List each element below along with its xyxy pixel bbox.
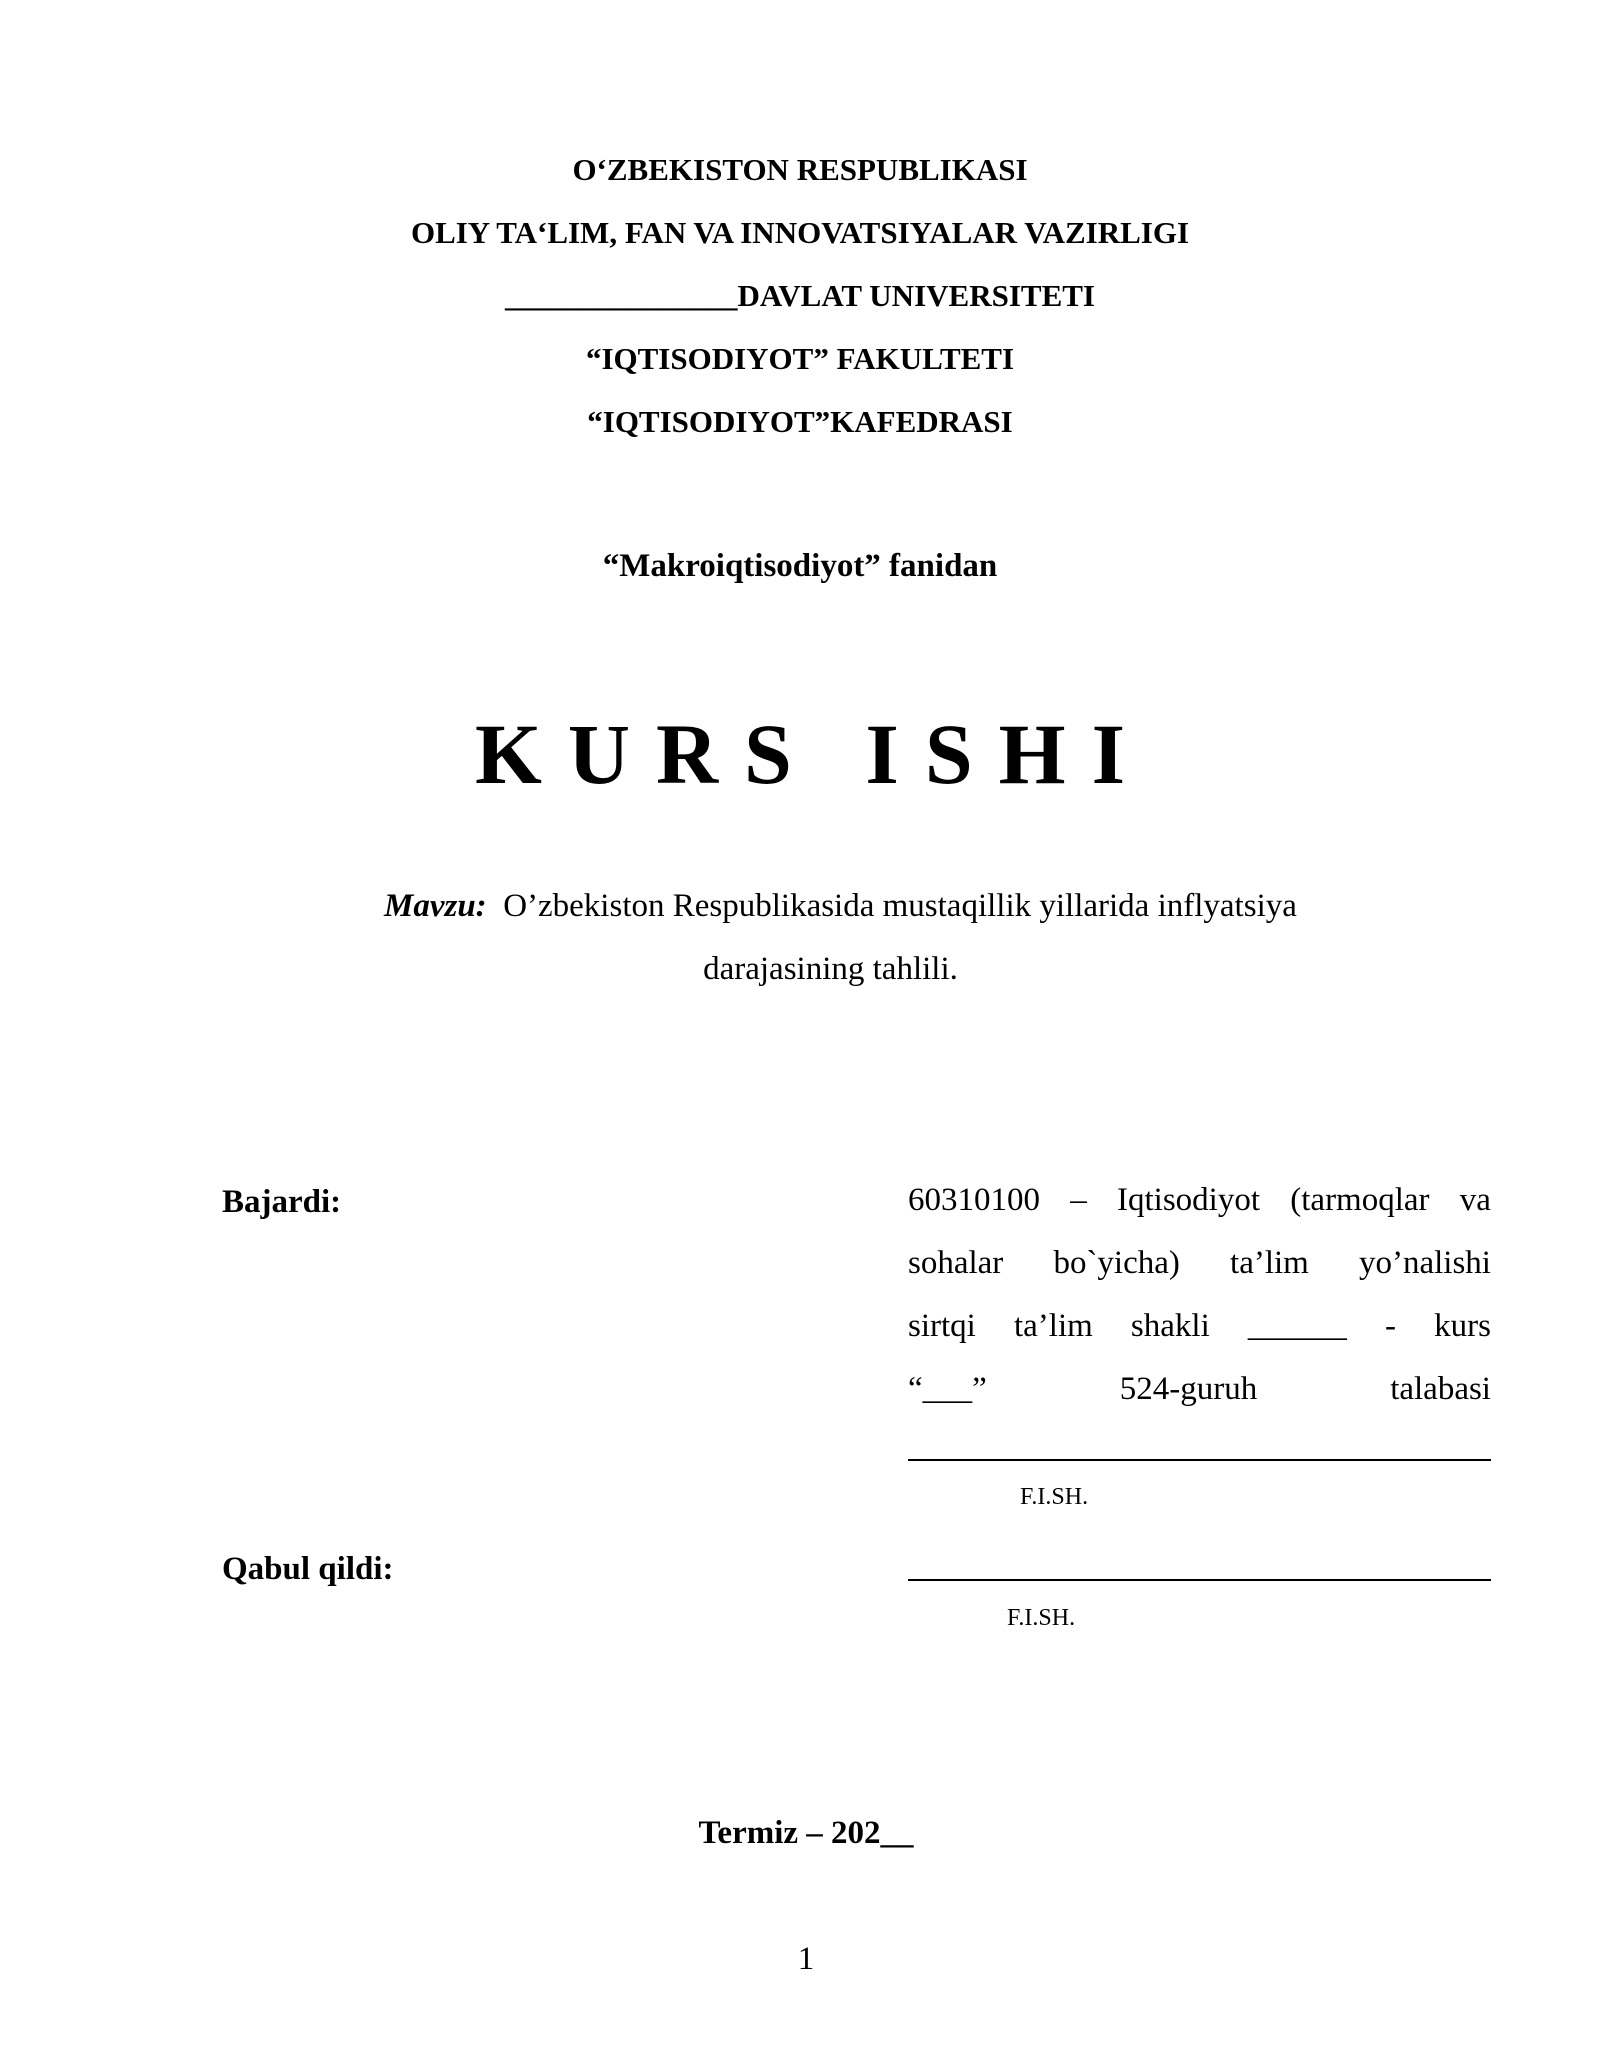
info-word: yo’nalishi bbox=[1358, 1245, 1491, 1281]
topic-text-line2: darajasining tahlili. bbox=[703, 951, 958, 987]
topic-label: Mavzu: bbox=[384, 888, 487, 924]
topic-text-line1: O’zbekiston Respublikasida mustaqillik yillarida inflyatsiya bbox=[503, 888, 1297, 924]
header-ministry: OLIY TA‘LIM, FAN VA INNOVATSIYALAR VAZIRLIGI bbox=[410, 215, 1190, 250]
page-number: 1 bbox=[797, 1941, 815, 1977]
student-signature-caption: F.I.SH. bbox=[1020, 1484, 1089, 1510]
info-word: Iqtisodiyot bbox=[1117, 1182, 1261, 1218]
info-word: – bbox=[1070, 1182, 1087, 1218]
info-word: talabasi bbox=[1390, 1371, 1491, 1407]
info-word: 524-guruh bbox=[1119, 1371, 1258, 1407]
student-signature-line bbox=[908, 1459, 1491, 1461]
student-info bbox=[908, 1172, 1491, 1424]
info-word: ta’lim bbox=[1013, 1308, 1093, 1344]
student-info-line bbox=[908, 1172, 1491, 1235]
info-word: ______ bbox=[1247, 1308, 1347, 1344]
institution-header bbox=[0, 145, 1600, 460]
header-faculty: “IQTISODIYOT” FAKULTETI bbox=[585, 341, 1015, 376]
accepted-label: Qabul qildi: bbox=[222, 1551, 394, 1587]
header-country: O‘ZBEKISTON RESPUBLIKASI bbox=[572, 152, 1028, 187]
info-word: sohalar bbox=[908, 1245, 1004, 1281]
info-word: va bbox=[1459, 1182, 1491, 1218]
info-word: - bbox=[1384, 1308, 1396, 1344]
info-word: bo`yicha) bbox=[1053, 1245, 1180, 1281]
document-title: KURS ISHI bbox=[474, 706, 1152, 802]
info-word: “___” bbox=[908, 1371, 987, 1407]
info-word: 60310100 bbox=[908, 1182, 1040, 1218]
info-word: kurs bbox=[1434, 1308, 1491, 1344]
info-word: shakli bbox=[1130, 1308, 1210, 1344]
info-word: (tarmoqlar bbox=[1290, 1182, 1430, 1218]
city-year: Termiz – 202__ bbox=[698, 1815, 914, 1851]
supervisor-signature-line bbox=[908, 1579, 1491, 1581]
subject-line: “Makroiqtisodiyot” fanidan bbox=[602, 548, 998, 584]
topic-block bbox=[384, 875, 1409, 1001]
student-info-line bbox=[908, 1235, 1491, 1298]
header-department: “IQTISODIYOT”KAFEDRASI bbox=[587, 404, 1013, 439]
supervisor-signature-caption: F.I.SH. bbox=[1007, 1605, 1076, 1631]
info-word: sirtqi bbox=[908, 1308, 976, 1344]
info-word: ta’lim bbox=[1230, 1245, 1309, 1281]
header-university: _______________DAVLAT UNIVERSITETI bbox=[505, 278, 1095, 313]
student-info-line bbox=[908, 1361, 1491, 1424]
student-info-line bbox=[908, 1298, 1491, 1361]
performed-label: Bajardi: bbox=[222, 1184, 342, 1220]
